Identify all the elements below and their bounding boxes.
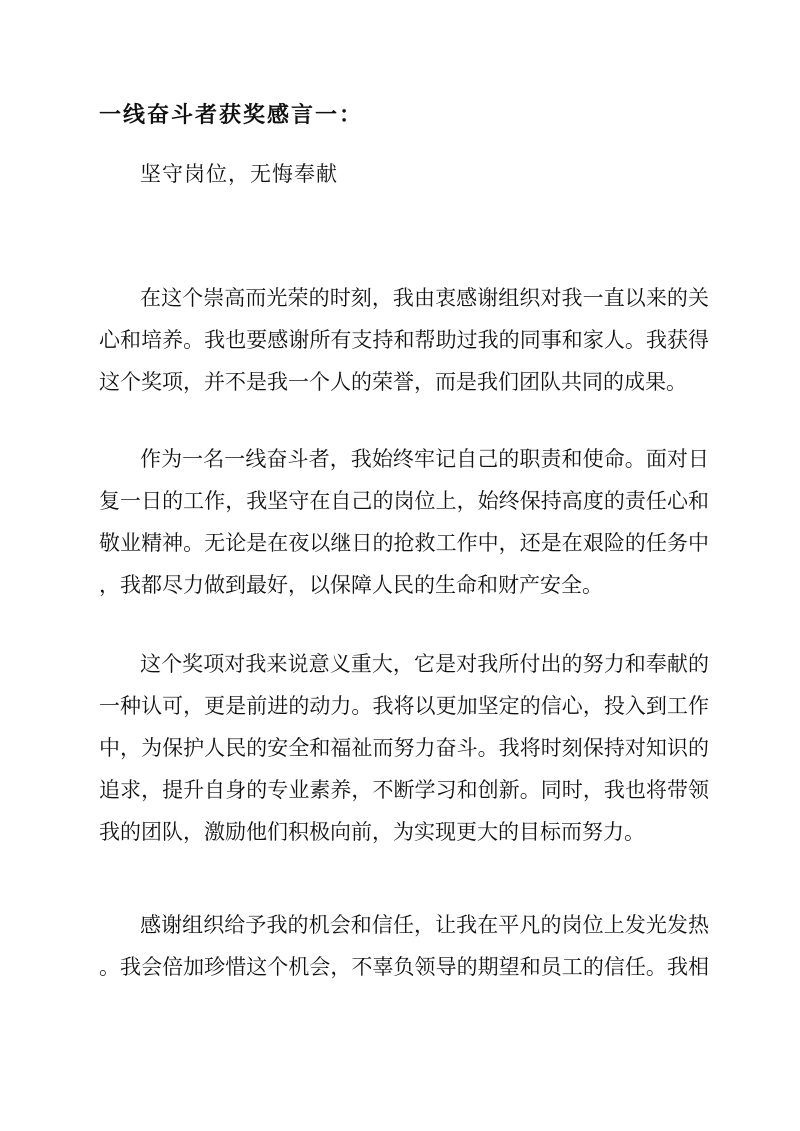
paragraph-line: 在这个崇高而光荣的时刻，我由衷感谢组织对我一直以来的关: [140, 286, 709, 310]
paragraph-line: 这个奖项，并不是我一个人的荣誉，而是我们团队共同的成果。: [99, 370, 687, 394]
paragraph-line: 一种认可，更是前进的动力。我将以更加坚定的信心，投入到工作: [99, 694, 709, 718]
document-subtitle: 坚守岗位，无悔奉献: [140, 162, 338, 186]
paragraph-line: 复一日的工作，我坚守在自己的岗位上，始终保持高度的责任心和: [99, 489, 709, 513]
paragraph-line: 作为一名一线奋斗者，我始终牢记自己的职责和使命。面对日: [140, 447, 709, 471]
paragraph-line: 中，为保护人民的安全和福祉而努力奋斗。我将时刻保持对知识的: [99, 736, 709, 760]
paragraph-3: [99, 643, 709, 853]
paragraph-line: 敬业精神。无论是在夜以继日的抢救工作中，还是在艰险的任务中: [99, 531, 709, 555]
paragraph-line: 感谢组织给予我的机会和信任，让我在平凡的岗位上发光发热: [140, 913, 709, 937]
paragraph-line: ，我都尽力做到最好，以保障人民的生命和财产安全。: [99, 573, 603, 597]
paragraph-line: 这个奖项对我来说意义重大，它是对我所付出的努力和奉献的: [140, 652, 709, 676]
paragraph-line: 心和培养。我也要感谢所有支持和帮助过我的同事和家人。我获得: [99, 328, 709, 352]
paragraph-line: 我的团队，激励他们积极向前，为实现更大的目标而努力。: [99, 820, 645, 844]
paragraph-line: 。我会倍加珍惜这个机会，不辜负领导的期望和员工的信任。我相: [99, 955, 709, 979]
paragraph-1: [99, 277, 709, 403]
document-title: 一线奋斗者获奖感言一：: [99, 102, 364, 128]
paragraph-2: [99, 438, 709, 606]
paragraph-line: 追求，提升自身的专业素养，不断学习和创新。同时，我也将带领: [99, 778, 709, 802]
paragraph-4: [99, 904, 709, 988]
